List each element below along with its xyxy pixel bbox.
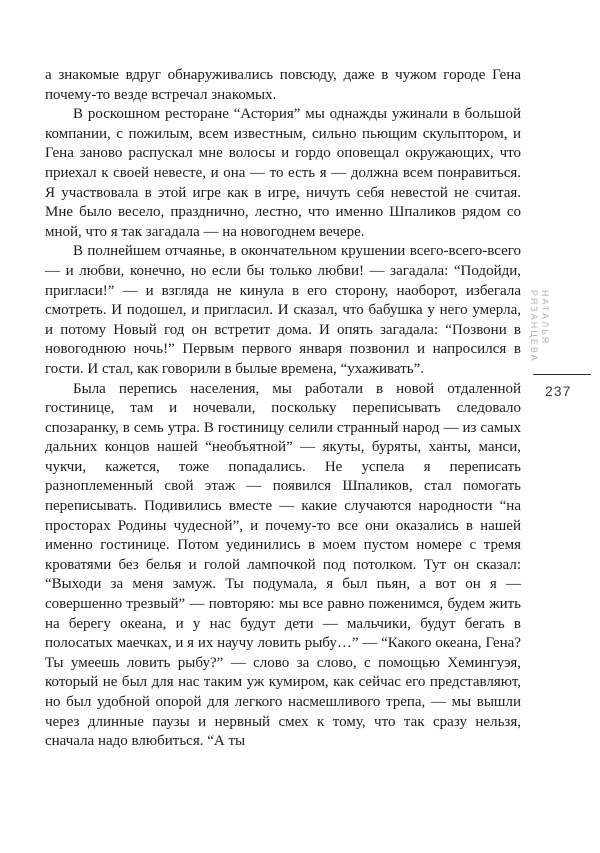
author-name-vertical: НАТАЛЬЯ РЯЗАНЦЕВА [529,290,550,363]
paragraph: В роскошном ресторане “Астория” мы однажды ужинали в большой компании, с пожилым, всем известным, сильно пьющим скульптором, и Гена заново распускал мне волосы и гордо оповещал окружающих, что приехал к своей невесте, и она — то есть я — должна всем понравиться. Я участвовала в этой игре как в игре, ничуть себя невестой не считая. Мне было весело, празднично, лестно, что именно Шпаликов рядом со мной, что я так загадала — на новогоднем вечере. [45,106,521,240]
paragraph: Была перепись населения, мы работали в новой отдаленной гостинице, там и ночевали, поскольку переписывать следовало спозаранку, в семь утра. В гостиницу селили странный народ — из самых дальних концов нашей “необъятной” — якуты, буряты, ханты, манси, чукчи, кажется, тоже попадались. Не успела я переписать разноплеменный свой этаж — появился Шпаликов, стал помогать переписывать. Подивились вместе — какие случаются народности “на просторах Родины чудесной”, и почему-то все они оказались в нашей именно гостинице. Потом уединились в моем пустом номере с тремя кроватями без белья и голой лампочкой под потолком. Тут он сказал: “Выходи за меня замуж. Ты подумала, я был пьян, а вот он я — совершенно трезвый” — повторяю: мы все равно поженимся, будем жить на берегу океана, и у нас будут дети — мальчики, будут бегать в полосатых маечках, и я их научу ловить рыбу…” — “Какого океана, Гена? Ты умеешь ловить рыбу?” — слово за слово, с помощью Хемингуэя, который не был для нас таким уж кумиром, как сейчас его представляют, но был удобной опорой для легкого насмешливого трепа, — мы вышли через длинные паузы и нервный смех к тому, что так сразу нельзя, сначала надо влюбиться. “А ты [45,380,521,750]
paragraph: В полнейшем отчаянье, в окончательном крушении всего-всего-всего — и любви, конечно, но если бы только любви! — загадала: “Подойди, пригласи!” — и взгляда не кинула в его сторону, наоборот, избегала смотреть. И подошел, и пригласил. И сказал, что бабушка у него умерла, и потому Новый год он встретит дома. И опять загадала: “Позвони в новогоднюю ночь!” Первым первого января позвонил и напросился в гости. И стал, как говорили в былые времена, “ухаживать”. [45,243,521,377]
page-text [45,66,521,752]
paragraph: а знакомые вдруг обнаруживались повсюду, даже в чужом городе Гена почему-то везде встречал знакомых. [45,67,521,103]
sidebar-divider [533,374,591,375]
page-number: 237 [545,383,572,399]
